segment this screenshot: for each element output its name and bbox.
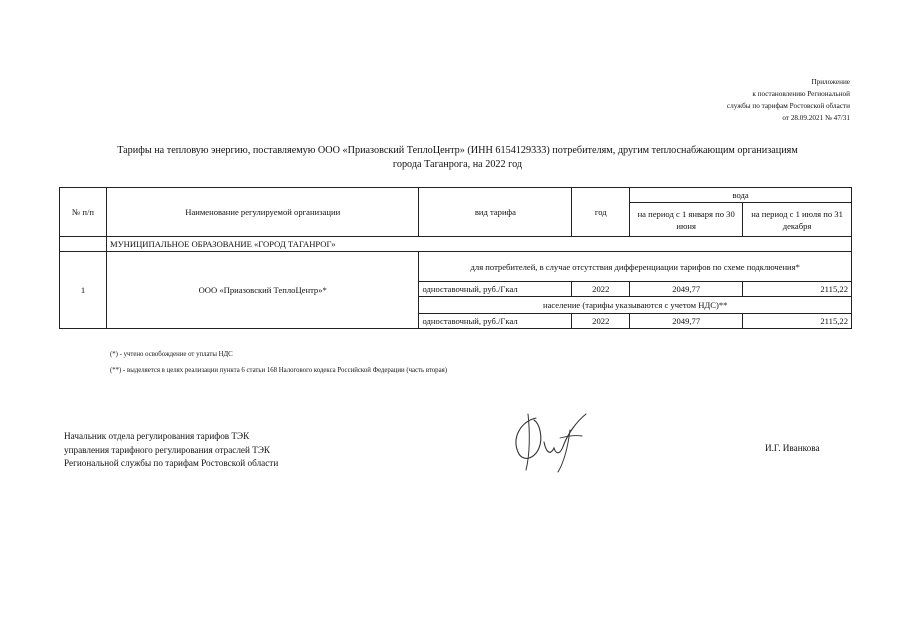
org-name: ООО «Приазовский ТеплоЦентр»* bbox=[106, 252, 419, 329]
document-title bbox=[60, 144, 855, 172]
row-number: 1 bbox=[60, 252, 107, 329]
period1-value-2: 2049,77 bbox=[630, 314, 743, 329]
appendix-line-1: Приложение bbox=[811, 78, 850, 86]
municipality-num-cell bbox=[60, 237, 107, 252]
year-2: 2022 bbox=[572, 314, 630, 329]
municipality-name: МУНИЦИПАЛЬНОЕ ОБРАЗОВАНИЕ «ГОРОД ТАГАНРОГ» bbox=[106, 237, 851, 252]
header-row-1 bbox=[60, 188, 852, 203]
table-row bbox=[60, 252, 852, 282]
header-num: № п/п bbox=[60, 188, 107, 237]
signatory-name: И.Г. Иванкова bbox=[765, 443, 820, 453]
handwritten-signature bbox=[506, 408, 596, 478]
period1-value-1: 2049,77 bbox=[630, 282, 743, 297]
section-label-1: для потребителей, в случае отсутствия дифференциации тарифов по схеме подключения* bbox=[419, 252, 852, 282]
period2-value-2: 2115,22 bbox=[743, 314, 852, 329]
header-period-1: на период с 1 января по 30 июня bbox=[630, 203, 743, 237]
header-tariff-type: вид тарифа bbox=[419, 188, 572, 237]
tariff-type-1: одноставочный, руб./Гкал bbox=[419, 282, 572, 297]
header-period-2: на период с 1 июля по 31 декабря bbox=[743, 203, 852, 237]
signatory-line-3: Региональной службы по тарифам Ростовской области bbox=[64, 458, 279, 468]
signatory-line-2: управления тарифного регулирования отраслей ТЭК bbox=[64, 444, 271, 455]
signatory-line-1: Начальник отдела регулирования тарифов ТЭК bbox=[64, 431, 250, 441]
year-1: 2022 bbox=[572, 282, 630, 297]
footnote-2: (**) - выделяется в целях реализации пункта 6 статьи 168 Налогового кодекса Российской Федерации (часть вторая) bbox=[110, 367, 447, 374]
title-line-1: Тарифы на тепловую энергию, поставляемую ООО «Приазовский ТеплоЦентр» (ИНН 6154129333) потребителям, другим теплоснабжающим организациям bbox=[117, 145, 798, 156]
tariff-type-2: одноставочный, руб./Гкал bbox=[419, 314, 572, 329]
tariff-table bbox=[59, 187, 852, 329]
footnotes bbox=[110, 347, 447, 379]
header-org: Наименование регулируемой организации bbox=[106, 188, 419, 237]
appendix-line-4: от 28.09.2021 № 47/31 bbox=[782, 114, 850, 122]
header-year: год bbox=[572, 188, 630, 237]
signatory-title bbox=[64, 430, 278, 471]
municipality-row bbox=[60, 237, 852, 252]
footnote-1: (*) - учтено освобождение от уплаты НДС bbox=[110, 351, 233, 358]
title-line-2: города Таганрога, на 2022 год bbox=[392, 159, 523, 170]
section-label-2: население (тарифы указываются с учетом НДС)** bbox=[419, 297, 852, 314]
appendix-line-3: службы по тарифам Ростовской области bbox=[726, 102, 850, 110]
appendix-line-2: к постановлению Региональной bbox=[752, 90, 850, 98]
appendix-block bbox=[590, 76, 850, 124]
header-water: вода bbox=[630, 188, 852, 203]
period2-value-1: 2115,22 bbox=[743, 282, 852, 297]
